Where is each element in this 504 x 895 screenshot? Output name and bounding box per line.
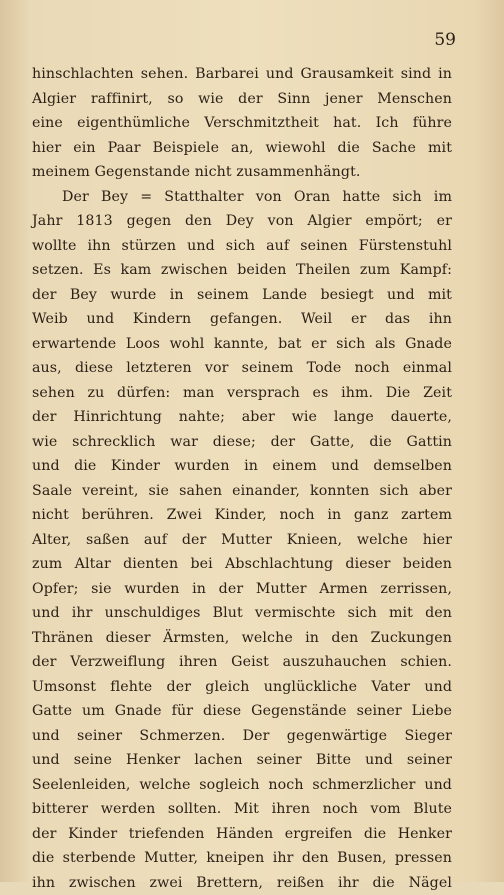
text-line: sehen zu dürfen: man versprach es ihm. Die Zeit [32,381,452,406]
text-line: Der Bey = Statthalter von Oran hatte sich im [32,185,452,210]
text-line: hier ein Paar Beispiele an, wiewohl die Sache mit [32,136,452,161]
text-line: und seiner Schmerzen. Der gegenwärtige Sieger [32,724,452,749]
text-line: setzen. Es kam zwischen beiden Theilen zum Kampf: [32,258,452,283]
text-line: wollte ihn stürzen und sich auf seinen Fürstenstuhl [32,234,452,259]
text-line: Saale vereint, sie sahen einander, konnten sich aber [32,479,452,504]
text-line: der Hinrichtung nahte; aber wie lange dauerte, [32,405,452,430]
text-line: Alter, saßen auf der Mutter Knieen, welche hier [32,528,452,553]
text-line: eine eigenthümliche Verschmitztheit hat. Ich führe [32,111,452,136]
text-line: und die Kinder wurden in einem und demselben [32,454,452,479]
text-line: und seine Henker lachen seiner Bitte und seiner [32,748,452,773]
text-line: nicht berühren. Zwei Kinder, noch in ganz zartem [32,503,452,528]
text-line: Thränen dieser Ärmsten, welche in den Zuckungen [32,626,452,651]
text-line: Opfer; sie wurden in der Mutter Armen zerrissen, [32,577,452,602]
text-line: wie schrecklich war diese; der Gatte, die Gattin [32,430,452,455]
text-line: zum Altar dienten bei Abschlachtung dieser beiden [32,552,452,577]
text-line: und ihr unschuldiges Blut vermischte sich mit den [32,601,452,626]
text-line: aus, diese letzteren vor seinem Tode noch einmal [32,356,452,381]
text-line: Umsonst flehte der gleich unglückliche Vater und [32,675,452,700]
text-line: der Kinder triefenden Händen ergreifen die Henker [32,822,452,847]
text-line: bitterer werden sollten. Mit ihren noch vom Blute [32,797,452,822]
text-line: Jahr 1813 gegen den Dey von Algier empört; er [32,209,452,234]
text-line: hinschlachten sehen. Barbarei und Grausamkeit sind in [32,62,452,87]
text-line: der Bey wurde in seinem Lande besiegt und mit [32,283,452,308]
page-number: 59 [434,30,456,50]
text-line: Algier raffinirt, so wie der Sinn jener Menschen [32,87,452,112]
text-line: Weib und Kindern gefangen. Weil er das ihn [32,307,452,332]
text-line: die sterbende Mutter, kneipen ihr den Busen, pressen [32,846,452,871]
text-block [32,62,452,895]
text-line: Seelenleiden, welche sogleich noch schmerzlicher und [32,773,452,798]
text-line: erwartende Loos wohl kannte, bat er sich als Gnade [32,332,452,357]
text-line: Gatte um Gnade für diese Gegenstände seiner Liebe [32,699,452,724]
text-line: der Verzweiflung ihren Geist auszuhauchen schien. [32,650,452,675]
text-line: meinem Gegenstande nicht zusammenhängt. [32,160,452,185]
text-line: ihn zwischen zwei Brettern, reißen ihr die Nägel [32,871,452,895]
